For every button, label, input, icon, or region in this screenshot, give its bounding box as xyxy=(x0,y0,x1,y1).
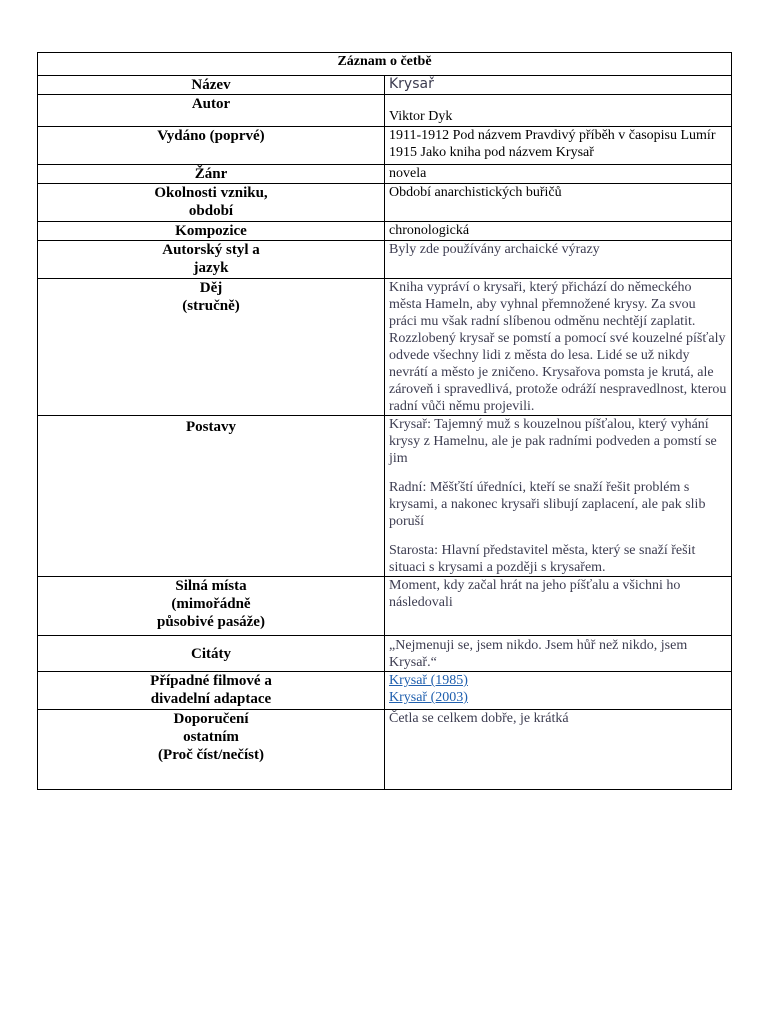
value-autor: Viktor Dyk xyxy=(385,95,732,127)
label-zanr: Žánr xyxy=(38,165,385,184)
value-okolnosti: Období anarchistických buřičů xyxy=(385,184,732,222)
label-nazev: Název xyxy=(38,76,385,95)
value-citaty: „Nejmenuji se, jsem nikdo. Jsem hůř než nikdo, jsem Krysař.“ xyxy=(385,636,732,672)
dej-label-line-1: Děj xyxy=(199,280,223,296)
label-okolnosti xyxy=(38,184,385,222)
value-vydano xyxy=(385,127,732,165)
label-adaptace xyxy=(38,672,385,710)
value-styl: Byly zde používány archaické výrazy xyxy=(385,241,732,279)
document-title: Záznam o četbě xyxy=(38,53,732,76)
value-postavy xyxy=(385,416,732,577)
styl-label-line-1: Autorský styl a xyxy=(162,242,260,258)
styl-label-line-2: jazyk xyxy=(193,260,229,276)
value-doporuceni: Četla se celkem dobře, je krátká xyxy=(385,710,732,790)
dej-label-line-2: (stručně) xyxy=(182,298,240,314)
doporuceni-label-line-3: (Proč číst/nečíst) xyxy=(158,747,264,763)
reading-record-table xyxy=(37,52,732,790)
postava-krysar: Krysař: Tajemný muž s kouzelnou píšťalou, který vyhání krysy z Hamelnu, ale je pak radními podveden a pomstí se jim xyxy=(389,417,717,466)
value-dej: Kniha vypráví o krysaři, který přichází do německého města Hameln, aby vyhnal přemnožené krysy. Za svou práci mu však radní slíbenou odměnu nechtějí zaplatit. Rozzlobený krysař se pomstí a pomocí své kouzelné píšťaly odvede všechny lidi z města do lesa. Lidé se už nikdy nevrátí a město je zničeno. Krysařova pomsta je krutá, ale zároveň i spravedlivá, protože odráží nespravedlnost, kterou radní vůči němu projevili. xyxy=(385,279,732,416)
label-dej xyxy=(38,279,385,416)
okolnosti-label-line-1: Okolnosti vzniku, xyxy=(154,185,268,201)
value-kompozice: chronologická xyxy=(385,222,732,241)
adaptace-label-line-1: Případné filmové a xyxy=(150,673,272,689)
label-postavy: Postavy xyxy=(38,416,385,577)
silna-label-line-1: Silná místa xyxy=(175,578,247,594)
value-zanr: novela xyxy=(385,165,732,184)
vydano-line-2: 1915 Jako kniha pod názvem Krysař xyxy=(389,145,594,160)
doporuceni-label-line-1: Doporučení xyxy=(173,711,249,727)
label-vydano: Vydáno (poprvé) xyxy=(38,127,385,165)
label-silna-mista xyxy=(38,577,385,636)
vydano-line-1: 1911-1912 Pod názvem Pravdivý příběh v časopisu Lumír xyxy=(389,128,716,143)
value-adaptace xyxy=(385,672,732,710)
silna-label-line-3: působivé pasáže) xyxy=(157,614,265,630)
doporuceni-label-line-2: ostatním xyxy=(183,729,239,745)
value-nazev: Krysař xyxy=(385,76,732,95)
adaptace-link-2003[interactable]: Krysař (2003) xyxy=(389,690,468,705)
adaptace-link-1985[interactable]: Krysař (1985) xyxy=(389,673,468,688)
label-styl xyxy=(38,241,385,279)
postava-radni: Radní: Měšťští úředníci, kteří se snaží řešit problém s krysami, a nakonec krysaři slibují zaplacení, ale pak slib poruší xyxy=(389,480,706,529)
label-doporuceni xyxy=(38,710,385,790)
value-silna-mista: Moment, kdy začal hrát na jeho píšťalu a všichni ho následovali xyxy=(385,577,732,636)
label-kompozice: Kompozice xyxy=(38,222,385,241)
okolnosti-label-line-2: období xyxy=(188,203,234,219)
label-citaty: Citáty xyxy=(38,636,385,672)
adaptace-label-line-2: divadelní adaptace xyxy=(150,691,272,707)
postava-starosta: Starosta: Hlavní představitel města, který se snaží řešit situaci s krysami a později s krysařem. xyxy=(389,543,696,575)
silna-label-line-2: (mimořádně xyxy=(171,596,251,612)
label-autor: Autor xyxy=(38,95,385,127)
